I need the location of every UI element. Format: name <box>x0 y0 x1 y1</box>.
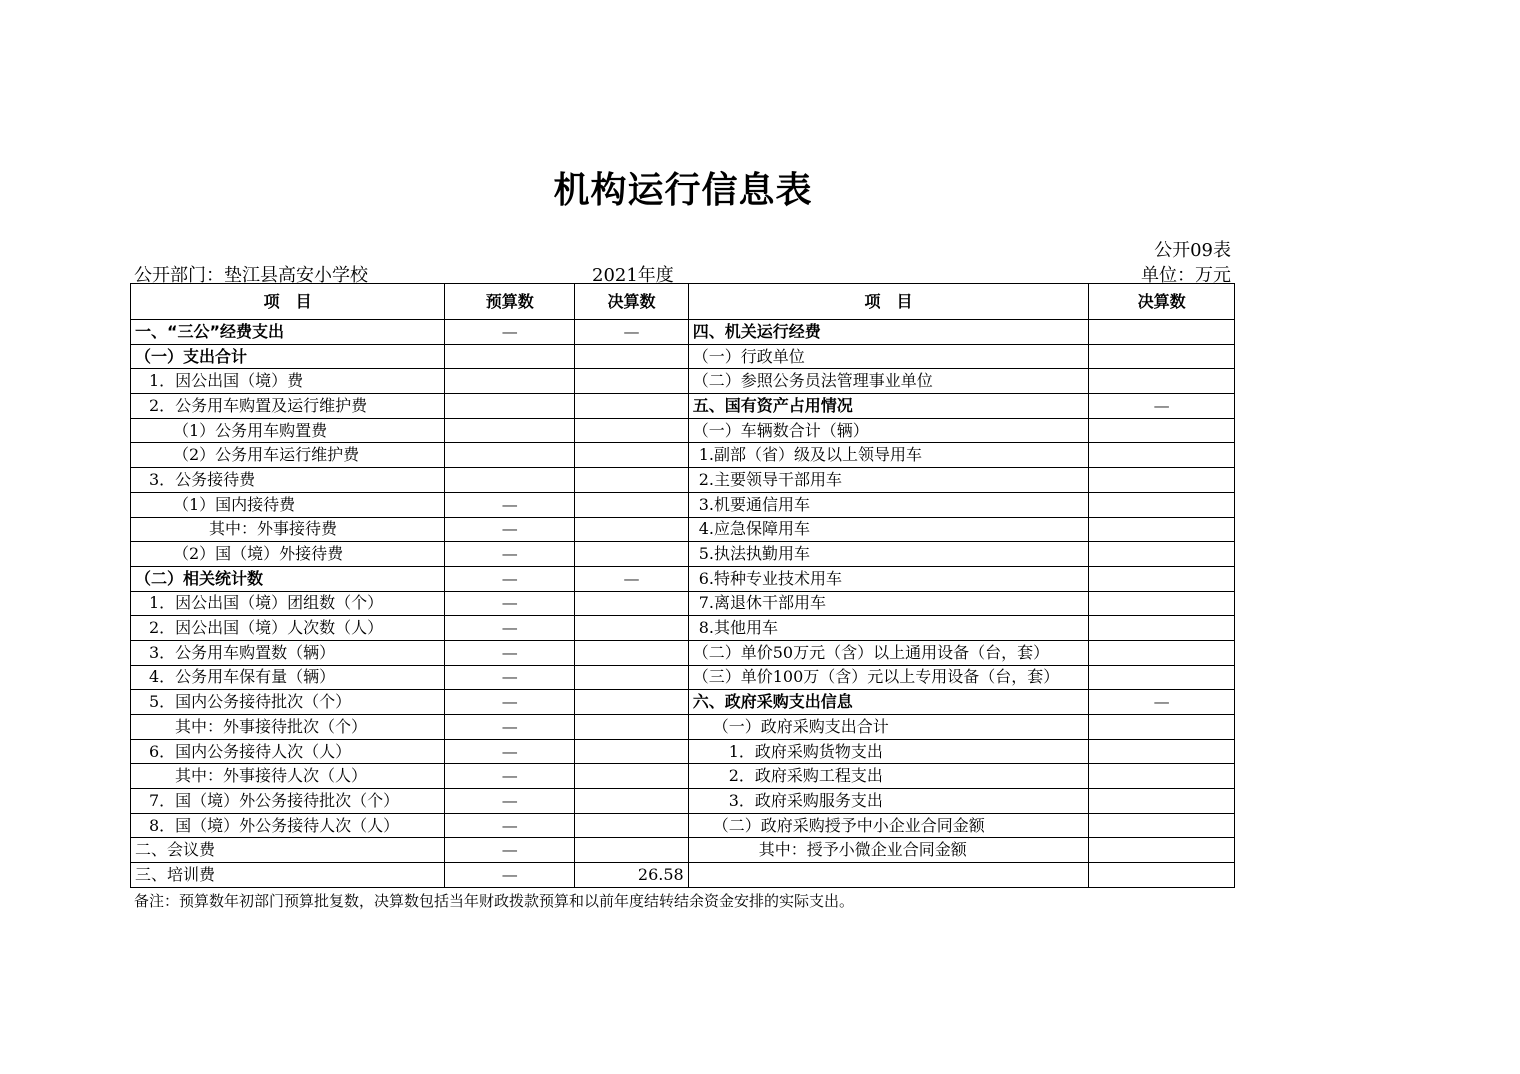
final-value-left <box>575 665 688 690</box>
table-row <box>131 492 1235 517</box>
budget-value: — <box>445 789 575 814</box>
final-value-left <box>575 838 688 863</box>
budget-value <box>445 369 575 394</box>
item-right: 2.主要领导干部用车 <box>688 468 1089 493</box>
header-item-left: 项 目 <box>131 284 445 320</box>
item-left: 2．因公出国（境）人次数（人） <box>131 616 445 641</box>
final-value-right <box>1089 443 1235 468</box>
final-value-left: — <box>575 566 688 591</box>
item-right: 五、国有资产占用情况 <box>688 394 1089 419</box>
header-budget: 预算数 <box>445 284 575 320</box>
item-left: 7．国（境）外公务接待批次（个） <box>131 789 445 814</box>
item-left: 一、“三公”经费支出 <box>131 320 445 345</box>
item-right: 2．政府采购工程支出 <box>688 764 1089 789</box>
item-left: （一）支出合计 <box>131 344 445 369</box>
item-left: （二）相关统计数 <box>131 566 445 591</box>
final-value-right <box>1089 764 1235 789</box>
final-value-left <box>575 764 688 789</box>
table-row <box>131 838 1235 863</box>
table-row <box>131 517 1235 542</box>
item-left: 1．因公出国（境）团组数（个） <box>131 591 445 616</box>
final-value-right <box>1089 813 1235 838</box>
budget-value: — <box>445 764 575 789</box>
final-value-left <box>575 690 688 715</box>
table-row <box>131 468 1235 493</box>
table-row <box>131 739 1235 764</box>
table-row <box>131 616 1235 641</box>
budget-value: — <box>445 739 575 764</box>
item-right: 其中：授予小微企业合同金额 <box>688 838 1089 863</box>
item-right: 六、政府采购支出信息 <box>688 690 1089 715</box>
budget-value <box>445 418 575 443</box>
table-row <box>131 690 1235 715</box>
budget-value: — <box>445 542 575 567</box>
item-right: （二）单价50万元（含）以上通用设备（台，套） <box>688 640 1089 665</box>
item-right: 6.特种专业技术用车 <box>688 566 1089 591</box>
item-left: 1．因公出国（境）费 <box>131 369 445 394</box>
budget-value: — <box>445 813 575 838</box>
final-value-right <box>1089 863 1235 888</box>
form-number: 公开09表 <box>1154 240 1231 261</box>
final-value-left <box>575 517 688 542</box>
table-row <box>131 591 1235 616</box>
table-row <box>131 813 1235 838</box>
final-value-left <box>575 468 688 493</box>
table-row <box>131 640 1235 665</box>
final-value-left <box>575 715 688 740</box>
final-value-right <box>1089 344 1235 369</box>
item-left: 3．公务用车购置数（辆） <box>131 640 445 665</box>
item-right: 3．政府采购服务支出 <box>688 789 1089 814</box>
final-value-right: — <box>1089 690 1235 715</box>
budget-value: — <box>445 616 575 641</box>
final-value-left <box>575 542 688 567</box>
budget-value: — <box>445 863 575 888</box>
budget-value <box>445 468 575 493</box>
final-value-right <box>1089 739 1235 764</box>
item-right: 1．政府采购货物支出 <box>688 739 1089 764</box>
table-row <box>131 789 1235 814</box>
item-right: 7.离退休干部用车 <box>688 591 1089 616</box>
footnote: 备注：预算数年初部门预算批复数，决算数包括当年财政拨款预算和以前年度结转结余资金安排的实际支出。 <box>134 892 855 910</box>
final-value-right <box>1089 715 1235 740</box>
table-row <box>131 764 1235 789</box>
final-value-left <box>575 369 688 394</box>
item-left: （1）公务用车购置费 <box>131 418 445 443</box>
table-row <box>131 320 1235 345</box>
final-value-right <box>1089 468 1235 493</box>
item-right <box>688 863 1089 888</box>
budget-value: — <box>445 492 575 517</box>
item-left: （1）国内接待费 <box>131 492 445 517</box>
department-label: 公开部门：垫江县高安小学校 <box>134 265 368 286</box>
table-row <box>131 394 1235 419</box>
budget-value: — <box>445 690 575 715</box>
item-left: 其中：外事接待费 <box>131 517 445 542</box>
table-row <box>131 443 1235 468</box>
budget-value <box>445 344 575 369</box>
table-body <box>131 320 1235 888</box>
budget-value: — <box>445 517 575 542</box>
budget-value: — <box>445 566 575 591</box>
header-final-right: 决算数 <box>1089 284 1235 320</box>
final-value-right: — <box>1089 394 1235 419</box>
final-value-right <box>1089 616 1235 641</box>
item-left: 8．国（境）外公务接待人次（人） <box>131 813 445 838</box>
item-right: （二）政府采购授予中小企业合同金额 <box>688 813 1089 838</box>
final-value-left <box>575 813 688 838</box>
item-left: 其中：外事接待人次（人） <box>131 764 445 789</box>
item-left: 6．国内公务接待人次（人） <box>131 739 445 764</box>
item-right: （一）行政单位 <box>688 344 1089 369</box>
final-value-left <box>575 418 688 443</box>
table-row <box>131 418 1235 443</box>
final-value-right <box>1089 517 1235 542</box>
item-left: 其中：外事接待批次（个） <box>131 715 445 740</box>
budget-value: — <box>445 665 575 690</box>
table-row <box>131 863 1235 888</box>
budget-value <box>445 394 575 419</box>
header-final-left: 决算数 <box>575 284 688 320</box>
final-value-right <box>1089 838 1235 863</box>
final-value-right <box>1089 542 1235 567</box>
table-row <box>131 566 1235 591</box>
header-item-right: 项 目 <box>688 284 1089 320</box>
item-right: 5.执法执勤用车 <box>688 542 1089 567</box>
item-left: （2）公务用车运行维护费 <box>131 443 445 468</box>
item-right: 4.应急保障用车 <box>688 517 1089 542</box>
item-right: 8.其他用车 <box>688 616 1089 641</box>
budget-value: — <box>445 715 575 740</box>
item-right: （二）参照公务员法管理事业单位 <box>688 369 1089 394</box>
item-left: 2．公务用车购置及运行维护费 <box>131 394 445 419</box>
final-value-right <box>1089 418 1235 443</box>
final-value-left: 26.58 <box>575 863 688 888</box>
item-right: 四、机关运行经费 <box>688 320 1089 345</box>
final-value-left <box>575 492 688 517</box>
final-value-left <box>575 394 688 419</box>
final-value-right <box>1089 640 1235 665</box>
item-right: 3.机要通信用车 <box>688 492 1089 517</box>
final-value-left <box>575 739 688 764</box>
final-value-left <box>575 591 688 616</box>
table-row <box>131 665 1235 690</box>
final-value-right <box>1089 789 1235 814</box>
item-right: （一）政府采购支出合计 <box>688 715 1089 740</box>
budget-value: — <box>445 838 575 863</box>
budget-value: — <box>445 591 575 616</box>
year-label: 2021年度 <box>592 265 674 286</box>
item-right: （三）单价100万（含）元以上专用设备（台，套） <box>688 665 1089 690</box>
table-header-row <box>131 284 1235 320</box>
item-left: 3．公务接待费 <box>131 468 445 493</box>
final-value-left <box>575 443 688 468</box>
item-left: 5．国内公务接待批次（个） <box>131 690 445 715</box>
final-value-left <box>575 616 688 641</box>
item-right: （一）车辆数合计（辆） <box>688 418 1089 443</box>
item-left: （2）国（境）外接待费 <box>131 542 445 567</box>
item-right: 1.副部（省）级及以上领导用车 <box>688 443 1089 468</box>
final-value-left <box>575 344 688 369</box>
item-left: 二、会议费 <box>131 838 445 863</box>
table-row <box>131 715 1235 740</box>
budget-value <box>445 443 575 468</box>
item-left: 三、培训费 <box>131 863 445 888</box>
page-title: 机构运行信息表 <box>553 170 813 211</box>
final-value-left <box>575 640 688 665</box>
final-value-left <box>575 789 688 814</box>
info-table <box>130 283 1235 888</box>
budget-value: — <box>445 320 575 345</box>
budget-value: — <box>445 640 575 665</box>
table-row <box>131 344 1235 369</box>
final-value-right <box>1089 320 1235 345</box>
final-value-right <box>1089 492 1235 517</box>
final-value-right <box>1089 566 1235 591</box>
final-value-left: — <box>575 320 688 345</box>
table-row <box>131 542 1235 567</box>
final-value-right <box>1089 591 1235 616</box>
final-value-right <box>1089 369 1235 394</box>
item-left: 4．公务用车保有量（辆） <box>131 665 445 690</box>
table-row <box>131 369 1235 394</box>
unit-label: 单位：万元 <box>1141 265 1231 286</box>
final-value-right <box>1089 665 1235 690</box>
